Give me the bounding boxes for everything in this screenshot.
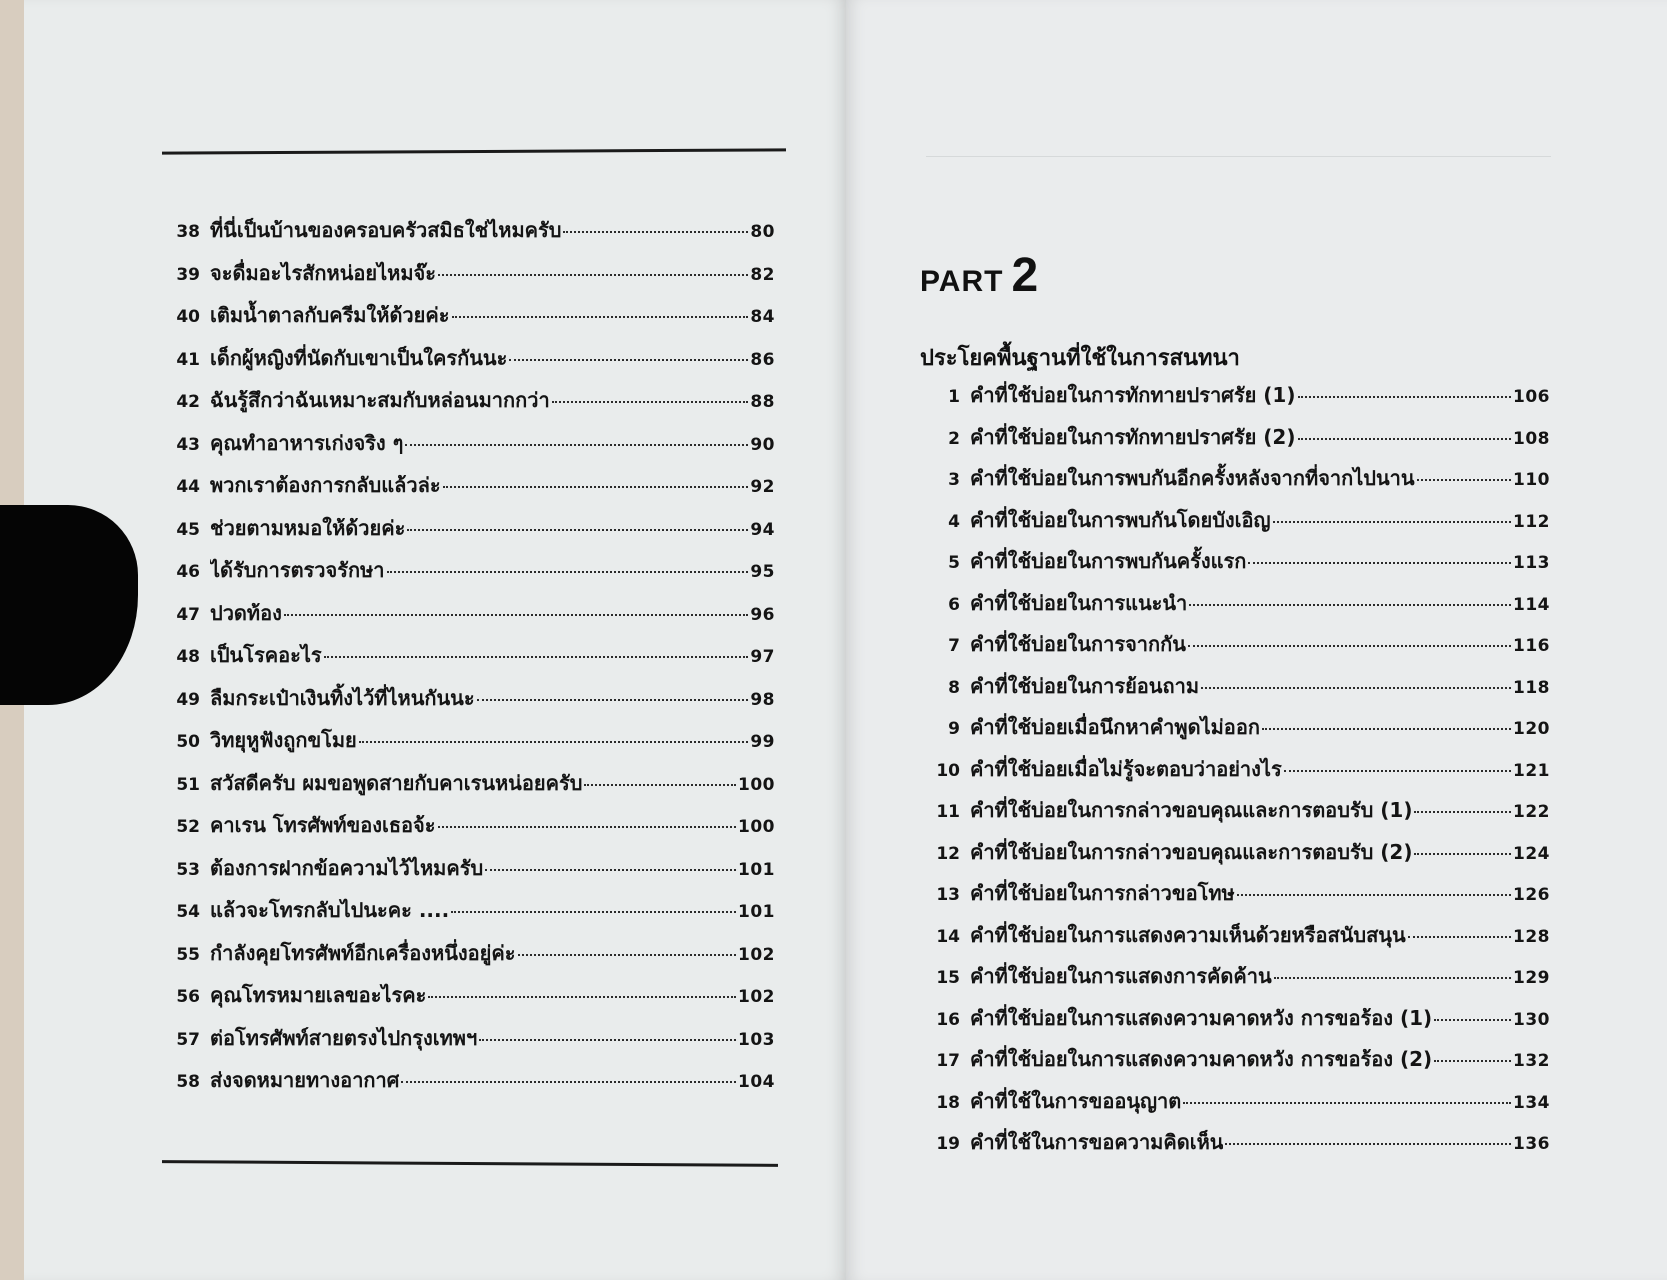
entry-number: 48 [176,647,200,667]
entry-page-number: 101 [738,902,775,922]
toc-entry [934,670,1550,706]
entry-number: 5 [948,553,960,573]
entry-title: คำที่ใช้บ่อยในการกล่าวขอบคุณและการตอบรับ (2) [970,839,1413,864]
dot-leader [1414,853,1511,855]
dot-leader [518,954,736,956]
entry-number: 1 [948,387,960,407]
dot-leader [359,741,749,743]
entry-number: 56 [176,987,200,1007]
entry-page-number: 129 [1513,968,1550,988]
entry-page-number: 103 [738,1029,775,1050]
entry-number: 8 [948,677,960,698]
dot-leader [438,826,736,828]
entry-title: ต่อโทรศัพท์สายตรงไปกรุงเทพฯ [210,1025,478,1050]
entry-title: ลืมกระเป๋าเงินทิ้งไว้ที่ไหนกันนะ [210,685,475,710]
toc-entry [934,753,1550,789]
toc-entry [170,342,775,378]
entry-number: 40 [176,307,200,327]
dot-leader [1248,562,1511,564]
entry-title: เด็กผู้หญิงที่นัดกับเขาเป็นใครกันนะ [210,345,508,370]
dot-leader [1273,521,1511,523]
entry-title: ฉันรู้สึกว่าฉันเหมาะสมกับหล่อนมากกว่า [210,388,550,412]
entry-page-number: 114 [1513,594,1550,615]
entry-title: คำที่ใช้ในการขออนุญาต [970,1088,1182,1113]
entry-page-number: 84 [750,307,775,327]
entry-page-number: 110 [1513,470,1550,490]
dot-leader [1298,396,1512,398]
dot-leader [1298,438,1512,440]
toc-entry [170,809,775,845]
entry-page-number: 136 [1513,1134,1550,1154]
entry-page-number: 96 [750,604,775,625]
section-title: ประโยคพื้นฐานที่ใช้ในการสนทนา [920,346,1240,371]
entry-page-number: 102 [738,987,775,1007]
entry-title: คำที่ใช้บ่อยในการแนะนำ [970,590,1188,615]
entry-page-number: 100 [738,774,775,795]
dot-leader [452,316,749,318]
entry-number: 41 [176,349,200,370]
toc-entry [934,628,1550,664]
part-word: PART [920,265,1004,298]
entry-page-number: 124 [1513,843,1550,864]
entry-title: คำที่ใช้บ่อยในการกล่าวขอบคุณและการตอบรับ (1) [970,798,1413,822]
entry-number: 9 [948,719,960,739]
toc-entry [170,1064,775,1100]
dot-leader [1408,936,1511,938]
entry-number: 51 [176,774,200,795]
entry-page-number: 108 [1513,428,1550,449]
entry-page-number: 99 [750,732,775,752]
entry-page-number: 134 [1513,1092,1550,1113]
toc-entry [170,257,775,293]
entry-number: 46 [176,562,200,582]
toc-entry [170,299,775,335]
entry-page-number: 100 [738,817,775,837]
dot-leader [428,996,736,998]
dot-leader [1417,479,1511,481]
entry-title: คำที่ใช้บ่อยในการแสดงการคัดค้าน [970,964,1272,988]
toc-entry [170,384,775,420]
dot-leader [509,359,748,361]
entry-page-number: 82 [750,264,775,285]
toc-entry [934,587,1550,623]
entry-number: 55 [176,944,200,965]
toc-entry [170,597,775,633]
dot-leader [1284,770,1511,772]
entry-number: 7 [948,636,960,656]
top-rule-right [926,156,1551,157]
dot-leader [1188,645,1511,647]
entry-number: 3 [948,470,960,490]
toc-entry [170,554,775,590]
dot-leader [1183,1102,1511,1104]
entry-title: คุณโทรหมายเลขอะไรคะ [210,983,427,1007]
entry-page-number: 80 [750,222,775,242]
entry-title: คาเรน โทรศัพท์ของเธอจ้ะ [210,813,436,837]
entry-number: 15 [936,968,960,988]
toc-entry [170,852,775,888]
toc-entry [934,1002,1550,1038]
entry-page-number: 104 [738,1072,775,1092]
entry-page-number: 102 [738,944,775,965]
toc-entry [934,504,1550,540]
entry-page-number: 116 [1513,636,1550,656]
dot-leader [407,529,748,531]
entry-title: คำที่ใช้บ่อยในการพบกันครั้งแรก [970,549,1247,573]
entry-title: คำที่ใช้บ่อยในการแสดงความเห็นด้วยหรือสนับสนุน [970,922,1406,947]
entry-title: คำที่ใช้ในการขอความคิดเห็น [970,1130,1224,1154]
toc-entry [934,794,1550,830]
entry-number: 42 [176,392,200,412]
entry-number: 12 [936,843,960,864]
dot-leader [1189,604,1511,606]
entry-number: 17 [936,1051,960,1071]
entry-number: 49 [176,689,200,710]
entry-title: ต้องการฝากข้อความไว้ไหมครับ [210,855,484,880]
entry-title: แล้วจะโทรกลับไปนะคะ .... [210,898,450,922]
entry-title: คำที่ใช้บ่อยในการทักทายปราศรัย (1) [970,383,1296,407]
toc-entry [934,1126,1550,1162]
entry-number: 43 [176,434,200,455]
entry-title: คำที่ใช้บ่อยในการกล่าวขอโทษ [970,881,1235,905]
entry-page-number: 118 [1513,677,1550,698]
entry-title: ที่นี่เป็นบ้านของครอบครัวสมิธใช่ไหมครับ [210,218,562,242]
entry-title: คำที่ใช้บ่อยในการแสดงความคาดหวัง การขอร้อง (1) [970,1005,1433,1030]
entry-title: พวกเราต้องการกลับแล้วล่ะ [210,473,441,497]
dot-leader [1414,811,1511,813]
entry-title: เติมน้ำตาลกับครีมให้ด้วยค่ะ [210,303,450,327]
dot-leader [477,699,749,701]
entry-title: เป็นโรคอะไร [210,643,322,667]
entry-page-number: 86 [750,349,775,370]
part-heading [920,248,1038,303]
dot-leader [324,656,749,658]
entry-page-number: 98 [750,689,775,710]
dot-leader [284,614,748,616]
entry-title: ช่วยตามหมอให้ด้วยค่ะ [210,515,406,540]
entry-number: 2 [948,428,960,449]
toc-entry [934,1043,1550,1079]
part-number: 2 [1011,249,1039,302]
entry-number: 16 [936,1009,960,1030]
entry-page-number: 101 [738,859,775,880]
entry-number: 18 [936,1092,960,1113]
entry-page-number: 121 [1513,760,1550,781]
dot-leader [485,869,736,871]
entry-title: กำลังคุยโทรศัพท์อีกเครื่องหนึ่งอยู่ค่ะ [210,940,516,965]
dot-leader [405,444,748,446]
dot-leader [479,1039,736,1041]
dot-leader [1434,1019,1511,1021]
entry-page-number: 112 [1513,511,1550,532]
toc-entry [934,462,1550,498]
entry-title: คำที่ใช้บ่อยในการแสดงความคาดหวัง การขอร้อง (2) [970,1047,1433,1071]
entry-page-number: 90 [750,434,775,455]
entry-number: 11 [936,802,960,822]
entry-page-number: 130 [1513,1009,1550,1030]
entry-number: 19 [936,1134,960,1154]
toc-entry [170,469,775,505]
entry-number: 52 [176,817,200,837]
entry-page-number: 132 [1513,1051,1550,1071]
toc-entry [170,639,775,675]
entry-page-number: 97 [750,647,775,667]
entry-page-number: 88 [750,392,775,412]
entry-title: สวัสดีครับ ผมขอพูดสายกับคาเรนหน่อยครับ [210,770,583,795]
entry-title: คำที่ใช้บ่อยในการพบกันโดยบังเอิญ [970,507,1271,532]
toc-entry [934,877,1550,913]
toc-entry [934,711,1550,747]
toc-entry [170,767,775,803]
entry-page-number: 120 [1513,719,1550,739]
entry-title: วิทยุหูฟังถูกขโมย [210,728,357,752]
entry-page-number: 128 [1513,926,1550,947]
dot-leader [443,486,749,488]
toc-entry [170,937,775,973]
entry-number: 58 [176,1072,200,1092]
dot-leader [1201,687,1511,689]
toc-entry [170,979,775,1015]
entry-title: ได้รับการตรวจรักษา [210,558,385,582]
entry-page-number: 126 [1513,885,1550,905]
entry-title: จะดื่มอะไรสักหน่อยไหมจ๊ะ [210,260,436,285]
toc-entry [170,1022,775,1058]
entry-number: 53 [176,859,200,880]
dot-leader [1274,977,1511,979]
entry-page-number: 106 [1513,387,1550,407]
entry-number: 38 [176,222,200,242]
entry-number: 4 [948,511,960,532]
entry-number: 50 [176,732,200,752]
entry-number: 45 [176,519,200,540]
entry-title: คำที่ใช้บ่อยในการพบกันอีกครั้งหลังจากที่จากไปนาน [970,466,1415,490]
entry-number: 47 [176,604,200,625]
entry-page-number: 94 [750,519,775,540]
entry-page-number: 122 [1513,802,1550,822]
dot-leader [401,1081,736,1083]
entry-title: คุณทำอาหารเก่งจริง ๆ [210,430,404,455]
dot-leader [1434,1060,1511,1062]
toc-entry [934,379,1550,415]
entry-title: คำที่ใช้บ่อยในการย้อนถาม [970,673,1200,698]
entry-title: ส่งจดหมายทางอากาศ [210,1068,400,1092]
dot-leader [584,784,736,786]
entry-number: 54 [176,902,200,922]
dot-leader [1262,728,1511,730]
toc-entry [170,512,775,548]
toc-entry [170,682,775,718]
toc-entry [170,724,775,760]
toc-entry [170,214,775,250]
dot-leader [438,274,748,276]
toc-entry [934,960,1550,996]
toc-entry [934,919,1550,955]
toc-entry [934,836,1550,872]
entry-number: 14 [936,926,960,947]
toc-entry [170,894,775,930]
entry-number: 13 [936,885,960,905]
dot-leader [563,231,748,233]
entry-number: 6 [948,594,960,615]
entry-title: คำที่ใช้บ่อยเมื่อนึกหาคำพูดไม่ออก [970,715,1260,739]
entry-number: 44 [176,477,200,497]
entry-page-number: 92 [750,477,775,497]
dot-leader [387,571,749,573]
toc-entry [934,421,1550,457]
entry-number: 57 [176,1029,200,1050]
entry-title: ปวดท้อง [210,600,282,625]
entry-page-number: 113 [1513,553,1550,573]
dot-leader [451,911,736,913]
toc-entry [934,1085,1550,1121]
entry-number: 10 [936,760,960,781]
entry-title: คำที่ใช้บ่อยในการทักทายปราศรัย (2) [970,424,1296,449]
dot-leader [1225,1143,1511,1145]
toc-entry [934,545,1550,581]
dot-leader [1237,894,1511,896]
entry-page-number: 95 [750,562,775,582]
entry-title: คำที่ใช้บ่อยเมื่อไม่รู้จะตอบว่าอย่างไร [970,756,1282,781]
toc-entry [170,427,775,463]
entry-number: 39 [176,264,200,285]
entry-title: คำที่ใช้บ่อยในการจากกัน [970,632,1186,656]
dot-leader [552,401,749,403]
